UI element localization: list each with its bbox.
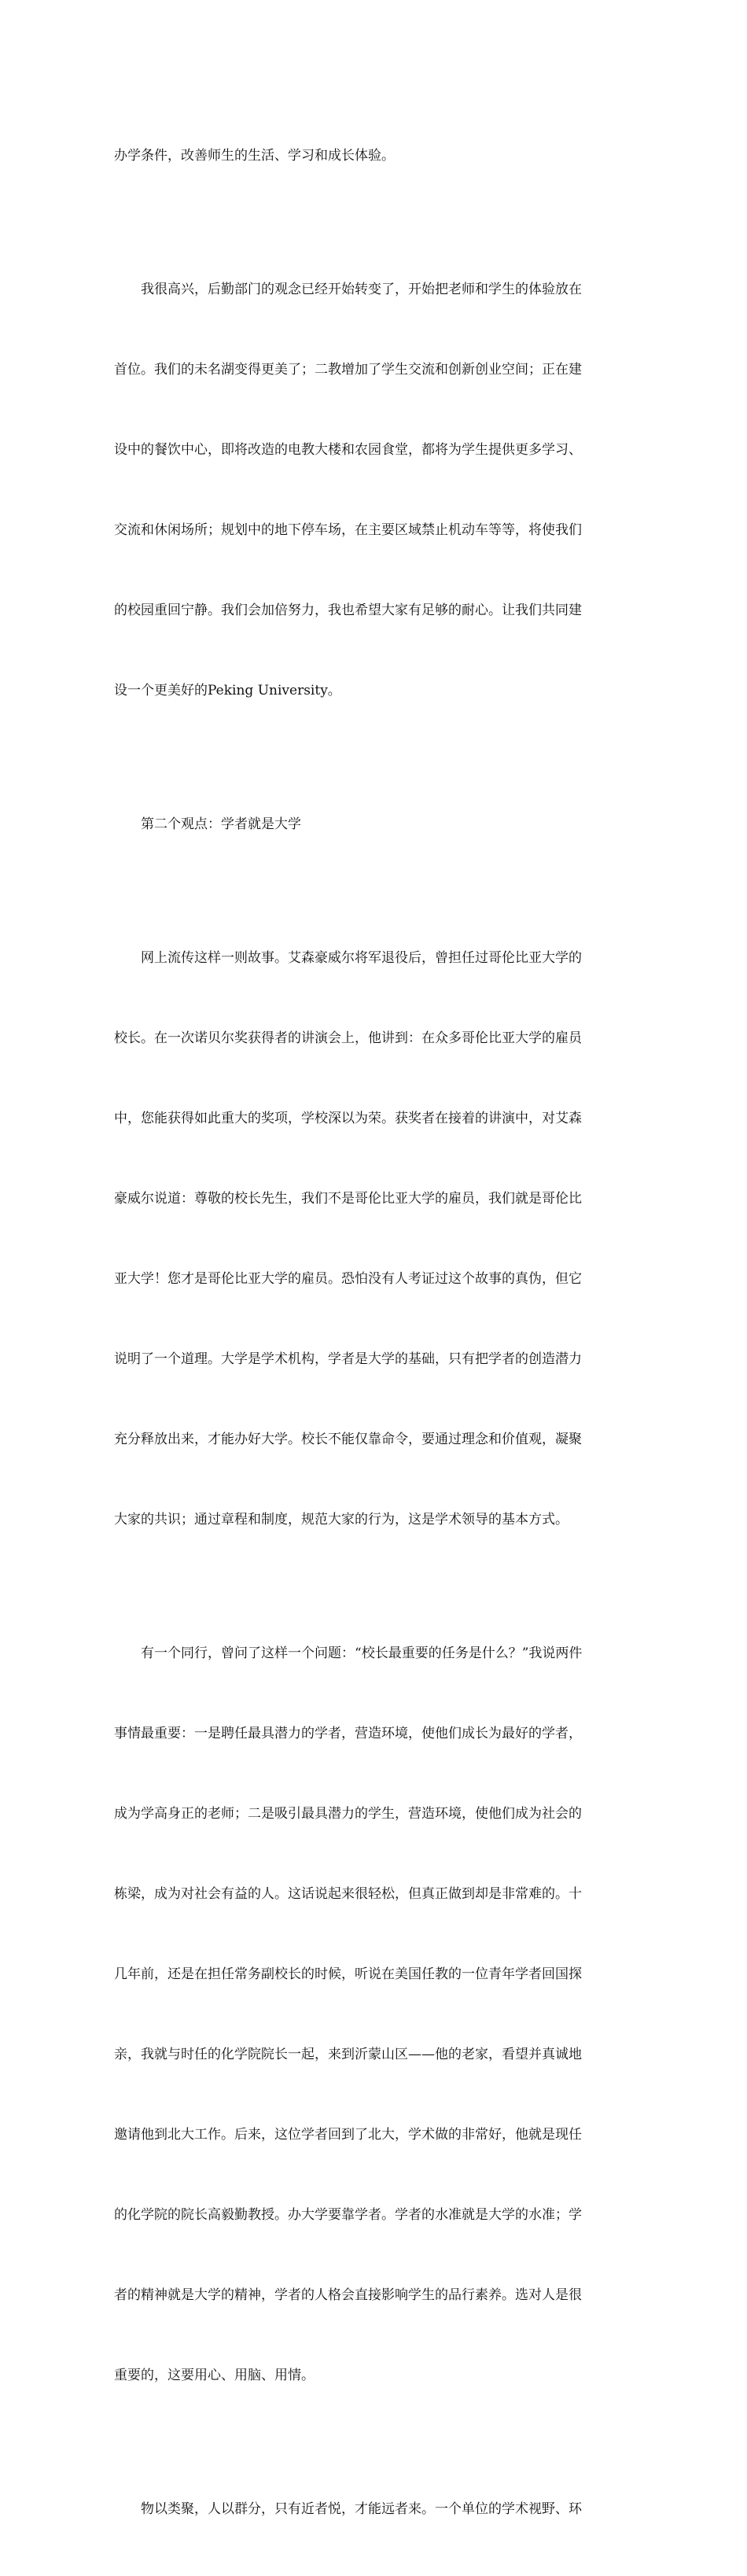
text-line: 的化学院的院长高毅勤教授。办大学要靠学者。学者的水准就是大学的水准；学 <box>114 2207 582 2223</box>
text-line: 栋梁，成为对社会有益的人。这话说起来很轻松，但真正做到却是非常难的。十 <box>114 1886 582 1902</box>
text-line: 我很高兴，后勤部门的观念已经开始转变了，开始把老师和学生的体验放在 <box>141 282 582 297</box>
paragraph-logistics <box>114 223 633 757</box>
text-line: 网上流传这样一则故事。艾森豪威尔将军退役后，曾担任过哥伦比亚大学的 <box>141 950 582 966</box>
text-line: 充分释放出来，才能办好大学。校长不能仅靠命令，要通过理念和价值观，凝聚 <box>114 1432 582 1447</box>
text-line: 事情最重要：一是聘任最具潜力的学者，营造环境，使他们成长为最好的学者， <box>114 1726 582 1741</box>
text-line: 的校园重回宁静。我们会加倍努力，我也希望大家有足够的耐心。让我们共同建 <box>114 603 582 618</box>
text-line: 亚大学！您才是哥伦比亚大学的雇员。恐怕没有人考证过这个故事的真伪，但它 <box>114 1271 582 1287</box>
text-line: 中，您能获得如此重大的奖项，学校深以为荣。获奖者在接着的讲演中，对艾森 <box>114 1111 582 1126</box>
text-line: 第二个观点：学者就是大学 <box>141 816 301 832</box>
text-line: 豪威尔说道：尊敬的校长先生，我们不是哥伦比亚大学的雇员，我们就是哥伦比 <box>114 1191 582 1207</box>
text-line: 亲，我就与时任的化学院院长一起，来到沂蒙山区——他的老家，看望并真诚地 <box>114 2047 582 2062</box>
text-line: 重要的，这要用心、用脑、用情。 <box>114 2368 315 2383</box>
paragraph-president-tasks <box>114 1587 633 2442</box>
section-heading <box>114 757 633 891</box>
paragraph-closing <box>114 2442 633 2576</box>
text-line: 交流和休闲场所；规划中的地下停车场，在主要区域禁止机动车等等，将使我们 <box>114 522 582 538</box>
text-line: 有一个同行，曾问了这样一个问题：“校长最重要的任务是什么？”我说两件 <box>141 1645 583 1661</box>
text-line: 邀请他到北大工作。后来，这位学者回到了北大，学术做的非常好，他就是现任 <box>114 2127 582 2143</box>
text-line: 成为学高身正的老师；二是吸引最具潜力的学生，营造环境，使他们成为社会的 <box>114 1806 582 1822</box>
paragraph-continuation <box>114 89 633 223</box>
text-line: 物以类聚，人以群分，只有近者悦，才能远者来。一个单位的学术视野、环 <box>141 2501 582 2517</box>
text-line: 首位。我们的未名湖变得更美了；二教增加了学生交流和创新创业空间；正在建 <box>114 362 582 378</box>
text-line: 者的精神就是大学的精神，学者的人格会直接影响学生的品行素养。选对人是很 <box>114 2287 582 2303</box>
paragraph-story <box>114 891 633 1587</box>
text-line: 设中的餐饮中心，即将改造的电教大楼和农园食堂，都将为学生提供更多学习、 <box>114 442 582 458</box>
text-line: 办学条件，改善师生的生活、学习和成长体验。 <box>114 148 395 164</box>
text-line: 说明了一个道理。大学是学术机构，学者是大学的基础，只有把学者的创造潜力 <box>114 1351 582 1367</box>
text-line: 校长。在一次诺贝尔奖获得者的讲演会上，他讲到：在众多哥伦比亚大学的雇员 <box>114 1030 582 1046</box>
document-page <box>114 89 633 2576</box>
text-line: 设一个更美好的Peking University。 <box>114 683 341 698</box>
text-line: 几年前，还是在担任常务副校长的时候，听说在美国任教的一位青年学者回国探 <box>114 1966 582 1982</box>
text-line: 大家的共识；通过章程和制度，规范大家的行为，这是学术领导的基本方式。 <box>114 1512 569 1528</box>
